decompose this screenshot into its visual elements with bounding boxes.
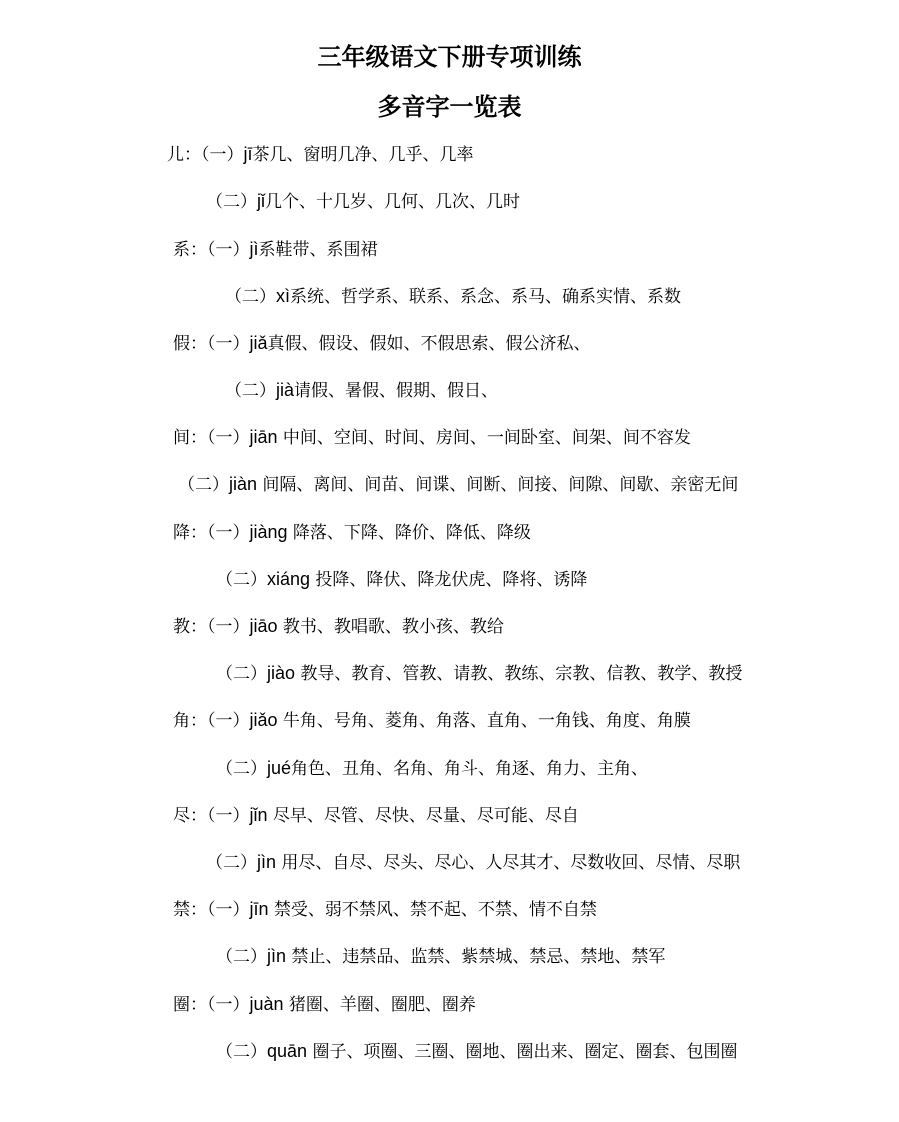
entry-words: 尽早、尽管、尽快、尽量、尽可能、尽自: [267, 806, 579, 826]
entry-line: [178, 472, 738, 497]
pinyin: jiào: [267, 663, 296, 683]
entry-label: 假：（一）: [173, 334, 250, 354]
entry-label: 间：（一）: [173, 428, 250, 448]
entry-label: （二）: [216, 947, 267, 967]
entry-line: [216, 756, 648, 781]
entry-words: 禁止、违禁品、监禁、紫禁城、禁忌、禁地、禁军: [286, 947, 666, 967]
entry-line: [173, 897, 597, 922]
pinyin: xì: [276, 286, 291, 306]
entry-words: 间隔、离间、间苗、间谍、间断、间接、间隙、间歇、亲密无间: [257, 475, 739, 495]
entry-words: 教书、教唱歌、教小孩、教给: [277, 617, 504, 637]
entry-line: [173, 803, 579, 828]
pinyin: quān: [267, 1041, 308, 1061]
entry-label: （二）: [216, 664, 267, 684]
pinyin: jī: [243, 144, 253, 164]
entry-line: [173, 237, 378, 262]
entry-words: 牛角、号角、菱角、角落、直角、一角钱、角度、角膜: [277, 711, 691, 731]
pinyin: jìn: [257, 852, 277, 872]
entry-label: 圈：（一）: [173, 995, 250, 1015]
entry-label: （二）: [225, 381, 276, 401]
entry-line: [173, 520, 531, 545]
entry-words: 角色、丑角、名角、角斗、角逐、角力、主角、: [291, 759, 649, 779]
pinyin: jiāo: [249, 616, 278, 636]
document-title: 三年级语文下册专项训练: [317, 43, 582, 71]
entry-line: [225, 284, 681, 309]
pinyin: jiǎ: [249, 333, 268, 353]
entry-label: 儿：（一）: [167, 145, 244, 165]
pinyin: jiān: [249, 427, 278, 447]
entry-label: （二）: [225, 287, 276, 307]
pinyin: jǐ: [257, 191, 265, 211]
entry-label: 系：（一）: [173, 240, 250, 260]
entry-label: （二）: [216, 1042, 267, 1062]
entry-words: 茶几、窗明几净、几乎、几率: [252, 145, 474, 165]
entry-label: （二）: [216, 570, 267, 590]
entry-label: （二）: [206, 192, 257, 212]
entry-label: （二）: [206, 853, 257, 873]
pinyin: jì: [249, 239, 259, 259]
entry-label: 降：（一）: [173, 523, 250, 543]
entry-line: [216, 661, 742, 686]
entry-label: （二）: [178, 475, 229, 495]
entry-words: 真假、假设、假如、不假思索、假公济私、: [267, 334, 591, 354]
pinyin: jiàng: [249, 522, 288, 542]
entry-line: [216, 567, 587, 592]
entry-words: 用尽、自尽、尽头、尽心、人尽其才、尽数收回、尽情、尽职: [276, 853, 741, 873]
pinyin: jiàn: [229, 474, 258, 494]
pinyin: jué: [267, 758, 292, 778]
entry-words: 猪圈、羊圈、圈肥、圈养: [283, 995, 476, 1015]
entry-line: [173, 708, 691, 733]
entry-line: [206, 189, 520, 214]
entry-words: 禁受、弱不禁风、禁不起、不禁、情不自禁: [268, 900, 597, 920]
entry-words: 几个、十几岁、几何、几次、几时: [265, 192, 520, 212]
entry-words: 系鞋带、系围裙: [258, 240, 378, 260]
entry-words: 中间、空间、时间、房间、一间卧室、间架、间不容发: [277, 428, 691, 448]
pinyin: juàn: [249, 994, 284, 1014]
pinyin: jìn: [267, 946, 287, 966]
pinyin: jīn: [249, 899, 269, 919]
entry-line: [173, 614, 504, 639]
pinyin: jiǎo: [249, 710, 278, 730]
entry-words: 降落、下降、降价、降低、降级: [287, 523, 531, 543]
entry-line: [173, 992, 476, 1017]
entry-line: [167, 142, 474, 167]
entry-words: 圈子、项圈、三圈、圈地、圈出来、圈定、圈套、包围圈: [307, 1042, 738, 1062]
entry-words: 系统、哲学系、联系、系念、系马、确系实情、系数: [290, 287, 682, 307]
entry-words: 请假、暑假、假期、假日、: [294, 381, 499, 401]
entry-line: [173, 425, 691, 450]
entry-label: 尽：（一）: [173, 806, 250, 826]
entry-label: 教：（一）: [173, 617, 250, 637]
pinyin: jià: [276, 380, 295, 400]
entry-line: [216, 944, 665, 969]
entry-label: 禁：（一）: [173, 900, 250, 920]
entry-line: [206, 850, 740, 875]
entry-line: [173, 331, 591, 356]
entry-words: 教导、教育、管教、请教、教练、宗教、信教、教学、教授: [295, 664, 743, 684]
pinyin: jǐn: [249, 805, 268, 825]
entry-line: [225, 378, 498, 403]
document-subtitle: 多音字一览表: [377, 93, 522, 121]
entry-words: 投降、降伏、降龙伏虎、降将、诱降: [310, 570, 588, 590]
entry-label: （二）: [216, 759, 267, 779]
pinyin: xiáng: [267, 569, 311, 589]
entry-label: 角：（一）: [173, 711, 250, 731]
entry-line: [216, 1039, 737, 1064]
